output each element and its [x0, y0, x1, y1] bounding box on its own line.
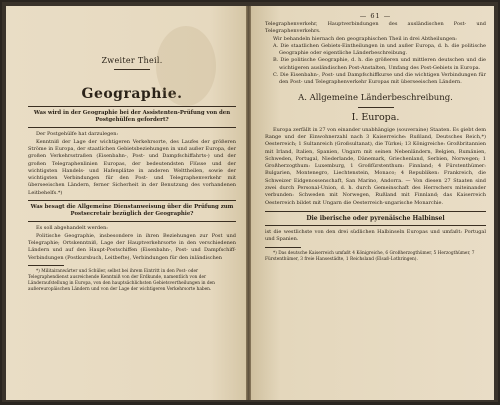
body-paragraph: ist die westlichste von den drei südlichen Halbinseln Europas und umfaßt: Portugal und Spanien. — [265, 228, 486, 243]
divider — [28, 221, 236, 222]
part-title: Zweiter Theil. — [101, 56, 163, 65]
footnote: *) Militairanwärter und Schüler, selbst bei ihrem Eintritt in den Post- oder Telegraphendienst ausreichende Kenntniß von der Erdkunde, namentlich von der Länderaufstellung in Europa, von den hauptsächlichsten Gebietsvertheilungen in den außereuropäischen Ländern und von der Lage der wichtigeren Verkehrsorte haben. — [28, 268, 215, 292]
footnote-rule — [265, 247, 301, 248]
question-heading: Was wird in der Geographie bei der Assistenten-Prüfung von den Postgehülfen gefordert? — [33, 110, 231, 124]
section-title: Geographie. — [81, 86, 183, 102]
divider — [28, 106, 236, 107]
intro-paragraph: Wir behandeln hiernach den geographischen Theil in drei Abtheilungen: — [273, 35, 457, 42]
left-page — [6, 6, 246, 400]
page-stain — [156, 26, 216, 106]
subsection-heading: I. Europa. — [351, 111, 400, 123]
divider — [28, 127, 236, 128]
right-page — [251, 6, 494, 400]
answer-lead: Es soll abgehandelt werden: — [36, 225, 108, 232]
page-number: — 61 — — [359, 12, 392, 20]
footnote-rule — [28, 265, 64, 266]
footnote: *) Das deutsche Kaiserreich umfaßt 4 Königreiche, 6 Großherzogthümer, 5 Herzogthümer, 7 Fürstenthümer, 3 freie Hansestädte, 1 Reichsland (Elsaß-Lothringen). — [265, 250, 475, 262]
divider — [28, 200, 236, 201]
divider — [114, 69, 150, 70]
open-book — [2, 2, 498, 402]
list-item: A. Die staatlichen Gebiets-Eintheilungen in und außer Europa, d. h. die politische Geographie oder eigentliche Länderbeschreibung. — [273, 42, 486, 57]
answer-lead: Der Postgehülfe hat darzulegen: — [36, 131, 119, 138]
divider — [358, 107, 394, 108]
list-item: B. Die politische Geographie, d. h. die größeren und mittleren deutschen und die wichtigeren ausländischen Post-Anstalten, Umfang des Post-Gebiets in Europa. — [273, 57, 486, 71]
question-heading: Was besagt die Allgemeine Dienstanweisung über die Prüfung zum Postsecretair bezüglich der Geographie? — [30, 204, 234, 218]
divider — [265, 225, 486, 226]
list-item: C. Die Eisenbahn-, Post- und Dampfschiffkurse und die wichtigen Verbindungen für den Post- und Telegraphenverkehr Europas mit überseeischen Ländern. — [273, 72, 486, 86]
body-paragraph: Europa zerfällt in 27 von einander unabhängige (souveraine) Staaten. Es giebt dem Range und der Einwohnerzahl nach 3 Kaiserreiche: Rußland, Deutsches Reich,*) Oesterreich; 1 Sultanreich (Großsultanat), die Türkei; 13 Königreiche: Großbritannien mit Irland, Italien, Spanien, Ungarn mit seinen Nebenländern, Belgien, Rumänien, Schweden, Portugal, Niederlande, Dänemark, Griechenland, Serbien, Norwegen; 1 Großherzogthum: Luxemburg, 1 Großfürstenthum: Finnland; 4 Fürstenthümer: Bulgarien, Montenegro, Liechtenstein, Monaco; 4 Republiken: Frankreich, die Schweizer Eidgenossenschaft, San Marino, Andorra. — Von diesen 27 Staaten sind zwei durch Personal-Union, d. h. durch Gemeinschaft des Herrschers miteinander verbunden: Schweden mit Norwegen, Rußland mit Finnland; das Kaiserreich Oesterreich bildet mit Ungarn die Oesterreich-ungarische Monarchie. — [265, 126, 486, 206]
subsection-heading: Die iberische oder pyrenäische Halbinsel — [306, 214, 445, 222]
answer-paragraph: Kenntniß der Lage der wichtigeren Verkehrsorte, des Laufes der größeren Ströme in Europa, der staatlichen Gebietsbeziehungen in und außer Europa, der großen Verkehrsstraßen (Eisenbahn-, Post- und Dampfschiffahrts-) und der großen Telegraphenlinien Europas, der bedeutendsten Flüsse und der wichtigsten Handels- und Hafenplätze in anderen Welttheilen, sowie der wichtigsten Verbindungen für den Post- und Telegraphenverkehr mit überseeischen Ländern, ferner Sicherheit in der Benutzung des vorhandenen Leitbehelfs.*) — [28, 138, 236, 196]
section-heading: A. Allgemeine Länderbeschreibung. — [298, 92, 453, 103]
intro-paragraph: Telegraphenverkehr, Hauptverbindungen des ausländischen Post- und Telegraphenverkehrs. — [265, 21, 486, 35]
divider — [265, 211, 486, 212]
answer-paragraph: Politische Geographie, insbesondere in ihren Beziehungen zur Post und Telegraphie; Ortskenntniß, Lage der Hauptverkehrsorte in den verschiedenen Ländern und auf den Haupt-Postschiffen (Eisenbahn-, Post- und Dampfschiff-Verbindungen (Postkursbuch, Leitbefte), Verbindungen für den inländischen — [28, 232, 236, 261]
division-list — [265, 43, 486, 87]
